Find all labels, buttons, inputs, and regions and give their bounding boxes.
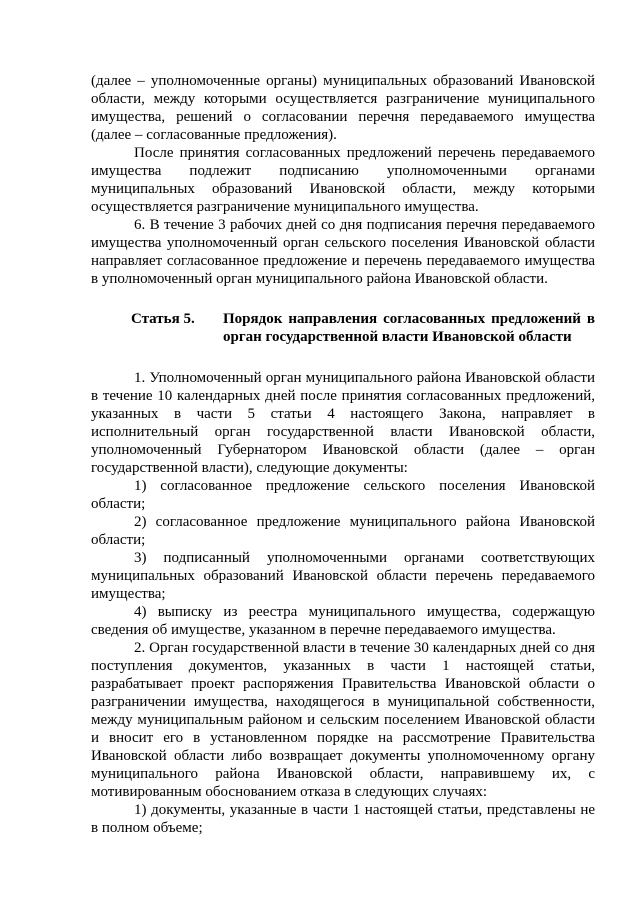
article-heading — [91, 310, 595, 346]
list-item: 1) согласованное предложение сельского поселения Ивановской области; — [91, 478, 595, 512]
article-number: Статья 5. — [131, 311, 195, 327]
paragraph: (далее – уполномоченные органы) муниципальных образований Ивановской области, между которыми осуществляется разграничение муниципального имущества, решений о согласовании перечня передаваемого имущества (далее – согласованные предложения). — [91, 73, 595, 143]
paragraph: 2. Орган государственной власти в течение 30 календарных дней со дня поступления документов, указанных в части 1 настоящей статьи, разрабатывает проект распоряжения Правительства Ивановской области о разграничении имущества, находящегося в муниципальной собственности, между муниципальным районом и сельским поселением Ивановской области и вносит его в установленном порядке на рассмотрение Правительства Ивановской области либо возвращает документы уполномоченному органу муниципального района Ивановской области, направившему их, с мотивированным обоснованием отказа в следующих случаях: — [91, 640, 595, 800]
paragraph: 6. В течение 3 рабочих дней со дня подписания перечня передаваемого имущества уполномоченный орган сельского поселения Ивановской области направляет согласованное предложение и перечень передаваемого имущества в уполномоченный орган муниципального района Ивановской области. — [91, 217, 595, 287]
article-title: Порядок направления согласованных предложений в орган государственной власти Ивановской области — [223, 311, 595, 345]
list-item: 3) подписанный уполномоченными органами соответствующих муниципальных образований Ивановской области перечень передаваемого имущества; — [91, 550, 595, 602]
list-item: 2) согласованное предложение муниципального района Ивановской области; — [91, 514, 595, 548]
paragraph: 1. Уполномоченный орган муниципального района Ивановской области в течение 10 календарных дней после принятия согласованных предложений, указанных в части 5 статьи 4 настоящего Закона, направляет в исполнительный орган государственной власти Ивановской области, уполномоченный Губернатором Ивановской области (далее – орган государственной власти), следующие документы: — [91, 370, 595, 476]
paragraph: После принятия согласованных предложений перечень передаваемого имущества подлежит подписанию уполномоченными органами муниципальных образований Ивановской области, между которыми осуществляется разграничение муниципального имущества. — [91, 145, 595, 215]
document-body — [91, 72, 595, 837]
list-item: 4) выписку из реестра муниципального имущества, содержащую сведения об имуществе, указанном в перечне передаваемого имущества. — [91, 604, 595, 638]
list-item: 1) документы, указанные в части 1 настоящей статьи, представлены не в полном объеме; — [91, 802, 595, 836]
